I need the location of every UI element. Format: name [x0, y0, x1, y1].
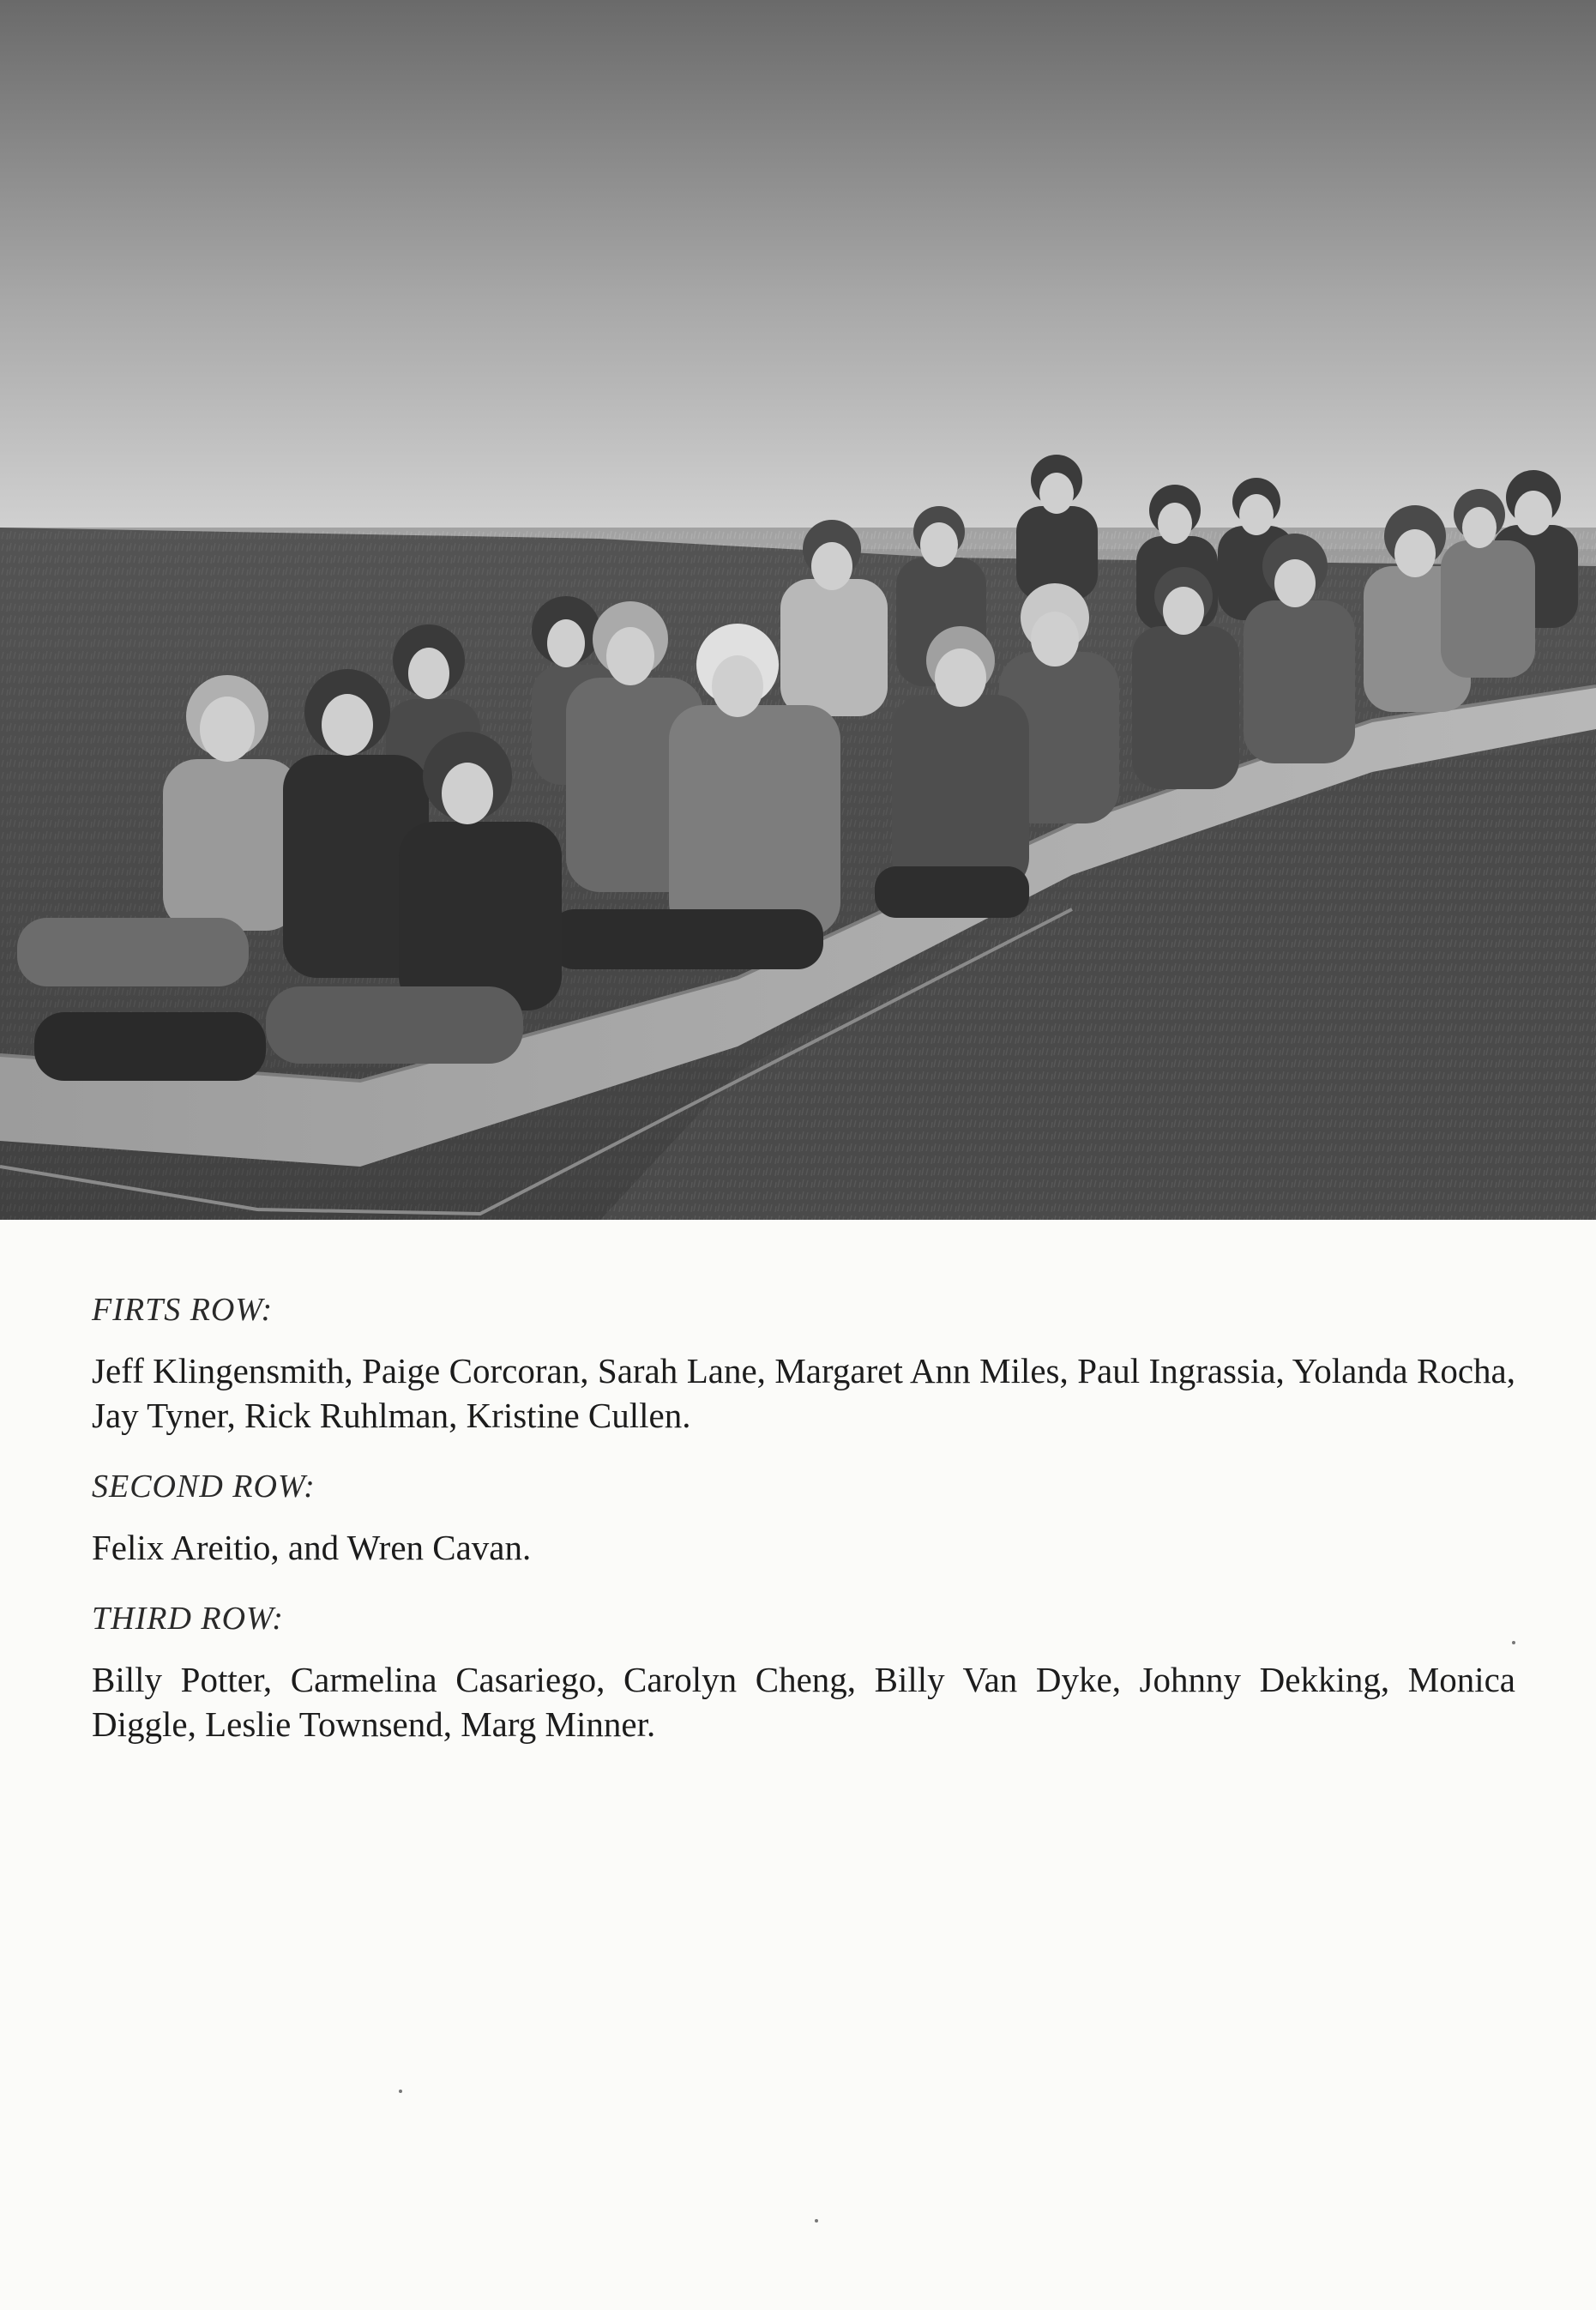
- paper-speck: [399, 2090, 402, 2093]
- third-row-heading: THIRD ROW:: [92, 1601, 284, 1637]
- paper-speck: [815, 2219, 818, 2223]
- third-row-names: Billy Potter, Carmelina Casariego, Carolyn Cheng, Billy Van Dyke, Johnny Dekking, Monica Diggle, Leslie Townsend, Marg Minner.: [92, 1660, 1515, 1744]
- photo-caption: [92, 1290, 1515, 1776]
- second-row-names: Felix Areitio, and Wren Cavan.: [92, 1528, 532, 1567]
- paper-speck: [1512, 1641, 1515, 1644]
- second-row-heading: SECOND ROW:: [92, 1469, 316, 1505]
- first-row-heading: FIRTS ROW:: [92, 1292, 274, 1328]
- first-row-names: Jeff Klingensmith, Paige Corcoran, Sarah Lane, Margaret Ann Miles, Paul Ingrassia, Yolanda Rocha, Jay Tyner, Rick Ruhlman, Kristine Cullen.: [92, 1351, 1515, 1435]
